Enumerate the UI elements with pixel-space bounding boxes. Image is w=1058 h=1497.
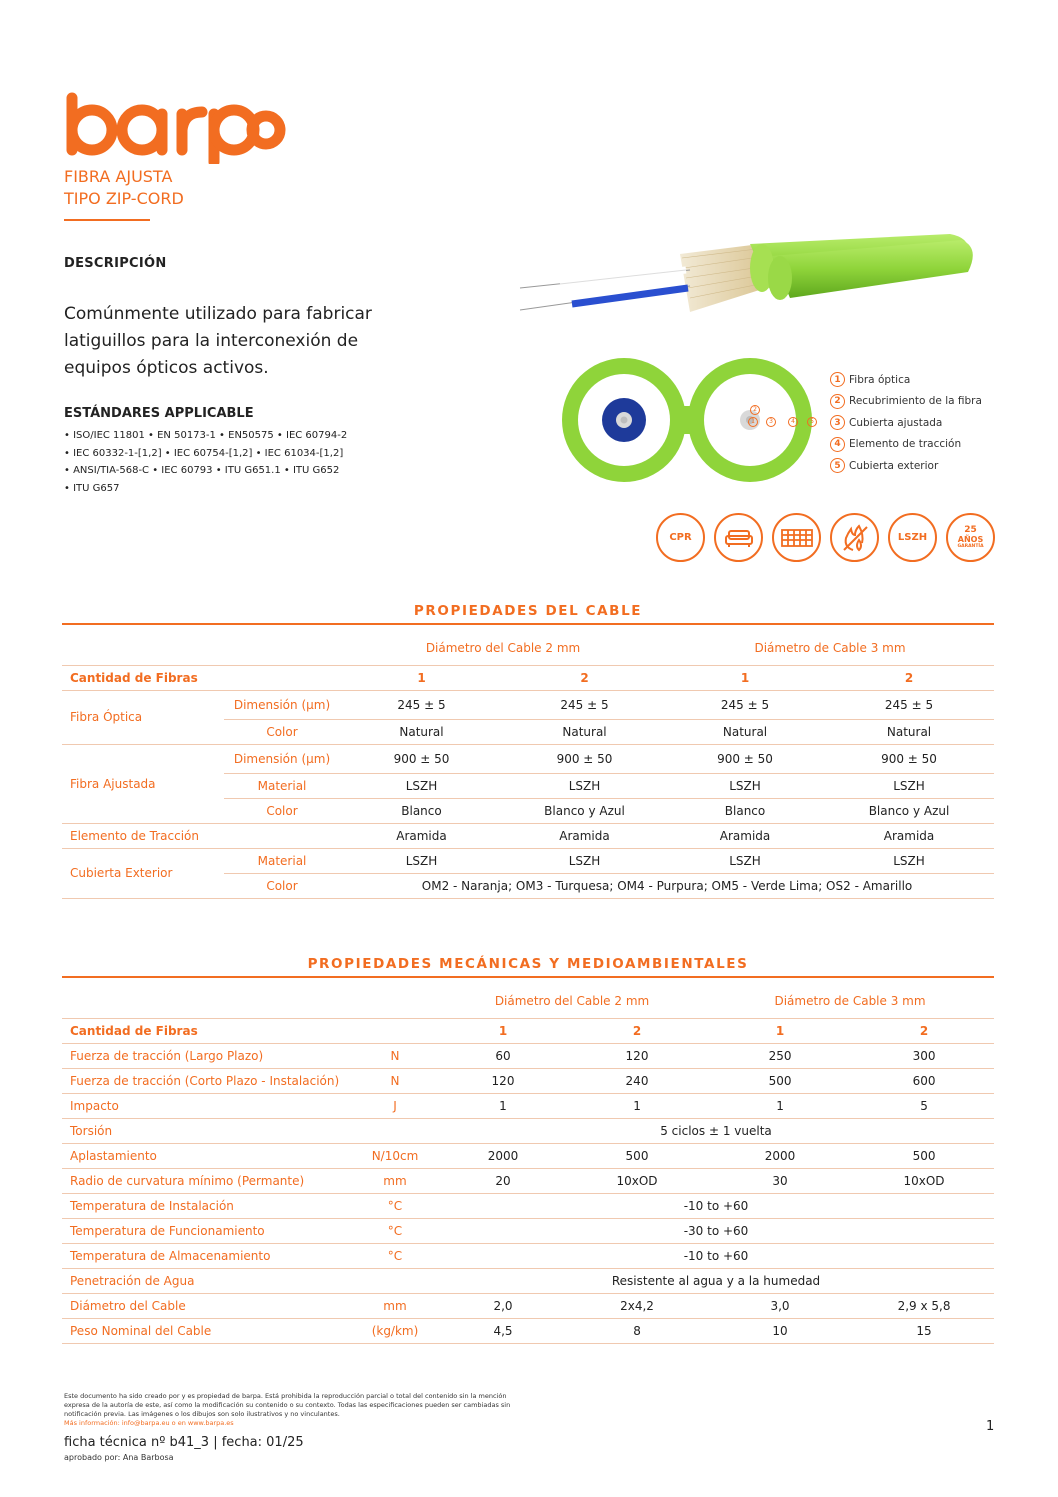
cell: 8 [568, 1318, 706, 1343]
row-label: Cantidad de Fibras [62, 665, 340, 690]
row-label: Penetración de Agua [62, 1268, 352, 1293]
unit-label: N/10cm [352, 1143, 438, 1168]
standards-line: • ITU G657 [64, 482, 120, 494]
cell: 1 [438, 1018, 568, 1043]
cpr-badge [656, 513, 705, 562]
unit-label: N [352, 1043, 438, 1068]
cell: 500 [568, 1143, 706, 1168]
cell: LSZH [666, 848, 824, 873]
cable-properties-table [62, 631, 994, 899]
sub-label: Dimensión (μm) [224, 690, 340, 719]
cell: 900 ± 50 [503, 744, 666, 773]
callout-2: 2 [750, 405, 760, 415]
product-title-line1: FIBRA AJUSTA [64, 167, 173, 186]
cell: 1 [706, 1018, 854, 1043]
warranty-badge [946, 513, 995, 562]
sub-label: Material [224, 773, 340, 798]
table-row [62, 848, 994, 873]
sub-label: Color [224, 873, 340, 898]
row-label: Temperatura de Funcionamiento [62, 1218, 352, 1243]
cell: 30 [706, 1168, 854, 1193]
cell: OM2 - Naranja; OM3 - Turquesa; OM4 - Purpura; OM5 - Verde Lima; OS2 - Amarillo [340, 873, 994, 898]
mechanical-rows [62, 1043, 994, 1343]
cell: 245 ± 5 [340, 690, 503, 719]
row-label: Temperatura de Almacenamiento [62, 1243, 352, 1268]
cell: 120 [568, 1043, 706, 1068]
cell: 60 [438, 1043, 568, 1068]
cell: 10xOD [568, 1168, 706, 1193]
row-label: Cantidad de Fibras [62, 1018, 352, 1043]
cell: 245 ± 5 [824, 690, 994, 719]
cell: Blanco [340, 798, 503, 823]
cell: Aramida [503, 823, 666, 848]
table-header-row [62, 984, 994, 1018]
cell: Blanco [666, 798, 824, 823]
cell: 2 [824, 665, 994, 690]
row-label: Peso Nominal del Cable [62, 1318, 352, 1343]
cell: 1 [568, 1093, 706, 1118]
legend-label: Recubrimiento de la fibra [849, 395, 982, 408]
cell: Aramida [824, 823, 994, 848]
cell: Aramida [340, 823, 503, 848]
warranty-years: 25 [964, 524, 977, 535]
table-row [62, 1068, 994, 1093]
cell: 240 [568, 1068, 706, 1093]
cell: LSZH [824, 848, 994, 873]
cell: LSZH [340, 773, 503, 798]
legend-label: Fibra óptica [849, 373, 911, 386]
cell: Natural [340, 719, 503, 744]
cell: LSZH [503, 773, 666, 798]
cell: 245 ± 5 [503, 690, 666, 719]
cell: 10xOD [854, 1168, 994, 1193]
cell: 1 [706, 1093, 854, 1118]
legend-label: Cubierta exterior [849, 459, 939, 472]
lszh-label: LSZH [897, 532, 928, 543]
table-row [62, 1193, 994, 1218]
standards-heading: ESTÁNDARES APPLICABLE [64, 406, 254, 421]
legend-number: 3 [830, 415, 845, 430]
table-row [62, 1093, 994, 1118]
legend-item [830, 369, 982, 391]
unit-label: mm [352, 1293, 438, 1318]
cell: -10 to +60 [438, 1193, 994, 1218]
cell: -10 to +60 [438, 1243, 994, 1268]
cell: 1 [438, 1093, 568, 1118]
mechanical-properties-table [62, 984, 994, 1344]
contact-info: Más información: info@barpa.eu o en www.barpa.es [64, 1419, 234, 1427]
description-text: Comúnmente utilizado para fabricar latiguillos para la interconexión de equipos ópticos activos. [64, 304, 372, 378]
cable-product-image [510, 226, 980, 330]
table-row [62, 1318, 994, 1343]
legal-text: Este documento ha sido creado por y es propiedad de barpa. Está prohibida la reproducción parcial o total del contenido sin la mención expresa de la autoría de este, así como la modificación su contenido o su contexto. Todas las especificaciones pueden ser cambiadas sin notificación previa. Las imágenes o los dibujos son solo ilustrativos y no vinculantes. [64, 1392, 511, 1418]
callout-3: 3 [766, 417, 776, 427]
cell: 2 [568, 1018, 706, 1043]
row-label: Temperatura de Instalación [62, 1193, 352, 1218]
cell: LSZH [340, 848, 503, 873]
cell: 5 ciclos ± 1 vuelta [438, 1118, 994, 1143]
cable-properties-heading: PROPIEDADES DEL CABLE [413, 603, 643, 619]
warranty-word: GARANTÍA [957, 543, 984, 549]
table-row [62, 1168, 994, 1193]
legend-number: 5 [830, 458, 845, 473]
cell: 2,0 [438, 1293, 568, 1318]
table-row [62, 1218, 994, 1243]
row-label: Torsión [62, 1118, 352, 1143]
table-row [62, 1243, 994, 1268]
approved-by: aprobado por: Ana Barbosa [64, 1453, 174, 1462]
cell: 500 [706, 1068, 854, 1093]
cell: 1 [666, 665, 824, 690]
legend-item [830, 455, 982, 477]
unit-label [352, 1118, 438, 1143]
table-row [62, 1143, 994, 1168]
group-header-3mm: Diámetro de Cable 3 mm [706, 984, 994, 1018]
cell: 20 [438, 1168, 568, 1193]
group-header-3mm: Diámetro de Cable 3 mm [666, 631, 994, 665]
cell: Natural [666, 719, 824, 744]
cell: 10 [706, 1318, 854, 1343]
sub-label: Color [224, 798, 340, 823]
cell: 900 ± 50 [340, 744, 503, 773]
row-label: Fibra Óptica [62, 690, 224, 744]
table-row [62, 690, 994, 719]
row-label: Fuerza de tracción (Largo Plazo) [62, 1043, 352, 1068]
table-header-row [62, 631, 994, 665]
section-divider [62, 976, 994, 978]
legend-number: 4 [830, 437, 845, 452]
cell: 3,0 [706, 1293, 854, 1318]
group-header-2mm: Diámetro del Cable 2 mm [340, 631, 666, 665]
standards-line: • ANSI/TIA-568-C • IEC 60793 • ITU G651.1 • ITU G652 [64, 465, 340, 476]
table-row [62, 823, 994, 848]
lszh-badge [888, 513, 937, 562]
unit-label: °C [352, 1218, 438, 1243]
description-heading: DESCRIPCIÓN [64, 256, 167, 271]
barpa-logo [62, 92, 286, 168]
cell: 2x4,2 [568, 1293, 706, 1318]
cell: 600 [854, 1068, 994, 1093]
callout-4: 4 [788, 417, 798, 427]
legend-label: Cubierta ajustada [849, 416, 943, 429]
sub-label: Color [224, 719, 340, 744]
cell: 2,9 x 5,8 [854, 1293, 994, 1318]
unit-label: °C [352, 1243, 438, 1268]
cell: 2 [503, 665, 666, 690]
row-label: Elemento de Tracción [62, 823, 340, 848]
cell: 500 [854, 1143, 994, 1168]
cell: LSZH [503, 848, 666, 873]
table-row [62, 1043, 994, 1068]
cell: 300 [854, 1043, 994, 1068]
table-row [62, 1018, 994, 1043]
cell: LSZH [824, 773, 994, 798]
cell: 5 [854, 1093, 994, 1118]
cell: 120 [438, 1068, 568, 1093]
cell: 2 [854, 1018, 994, 1043]
cross-section-legend [830, 369, 982, 477]
page-number: 1 [986, 1419, 995, 1434]
cell: 250 [706, 1043, 854, 1068]
table-row [62, 665, 994, 690]
grid-icon [772, 513, 821, 562]
cell: LSZH [666, 773, 824, 798]
cell: Resistente al agua y a la humedad [438, 1268, 994, 1293]
group-header-2mm: Diámetro del Cable 2 mm [438, 984, 706, 1018]
row-label: Radio de curvatura mínimo (Permante) [62, 1168, 352, 1193]
certification-badges [656, 513, 995, 562]
standards-line: • IEC 60332-1-[1,2] • IEC 60754-[1,2] • IEC 61034-[1,2] [64, 447, 344, 459]
unit-label: (kg/km) [352, 1318, 438, 1343]
legend-number: 2 [830, 394, 845, 409]
row-label: Aplastamiento [62, 1143, 352, 1168]
cell: Natural [503, 719, 666, 744]
legend-item [830, 391, 982, 413]
row-label: Diámetro del Cable [62, 1293, 352, 1318]
callout-1: 1 [748, 417, 758, 427]
callout-5: 5 [807, 417, 817, 427]
cell: Aramida [666, 823, 824, 848]
warranty-unit: AÑOS [957, 534, 984, 544]
cell: Natural [824, 719, 994, 744]
cable-cross-section-diagram [560, 356, 820, 488]
legend-label: Elemento de tracción [849, 438, 962, 451]
unit-label: °C [352, 1193, 438, 1218]
title-divider [64, 219, 150, 221]
unit-label [352, 1268, 438, 1293]
unit-label: mm [352, 1168, 438, 1193]
cpr-label: CPR [669, 532, 692, 543]
table-row [62, 744, 994, 773]
cell: 245 ± 5 [666, 690, 824, 719]
flame-drop-icon [830, 513, 879, 562]
cell: 900 ± 50 [666, 744, 824, 773]
unit-label: J [352, 1093, 438, 1118]
cell: 2000 [438, 1143, 568, 1168]
cell: Blanco y Azul [503, 798, 666, 823]
row-label: Impacto [62, 1093, 352, 1118]
table-row [62, 1268, 994, 1293]
table-row [62, 1118, 994, 1143]
cell: Blanco y Azul [824, 798, 994, 823]
legend-item [830, 412, 982, 434]
mechanical-properties-heading: PROPIEDADES MECÁNICAS Y MEDIOAMBIENTALES [307, 956, 749, 972]
sofa-icon [714, 513, 763, 562]
standards-list [64, 427, 364, 497]
legend-item [830, 434, 982, 456]
legal-notice [64, 1392, 534, 1428]
cell: -30 to +60 [438, 1218, 994, 1243]
product-title [64, 166, 184, 210]
cell: 4,5 [438, 1318, 568, 1343]
section-divider [62, 623, 994, 625]
row-label: Fibra Ajustada [62, 744, 224, 823]
table-row [62, 1293, 994, 1318]
sub-label: Dimensión (μm) [224, 744, 340, 773]
product-title-line2: TIPO ZIP-CORD [64, 189, 184, 208]
sub-label: Material [224, 848, 340, 873]
standards-line: • ISO/IEC 11801 • EN 50173-1 • EN50575 • IEC 60794-2 [64, 430, 348, 441]
row-label: Cubierta Exterior [62, 848, 224, 898]
cell: 1 [340, 665, 503, 690]
cell: 900 ± 50 [824, 744, 994, 773]
sheet-identifier: ficha técnica nº b41_3 | fecha: 01/25 [64, 1435, 304, 1450]
cell: 2000 [706, 1143, 854, 1168]
row-label: Fuerza de tracción (Corto Plazo - Instalación) [62, 1068, 352, 1093]
cell: 15 [854, 1318, 994, 1343]
legend-number: 1 [830, 372, 845, 387]
unit-label: N [352, 1068, 438, 1093]
